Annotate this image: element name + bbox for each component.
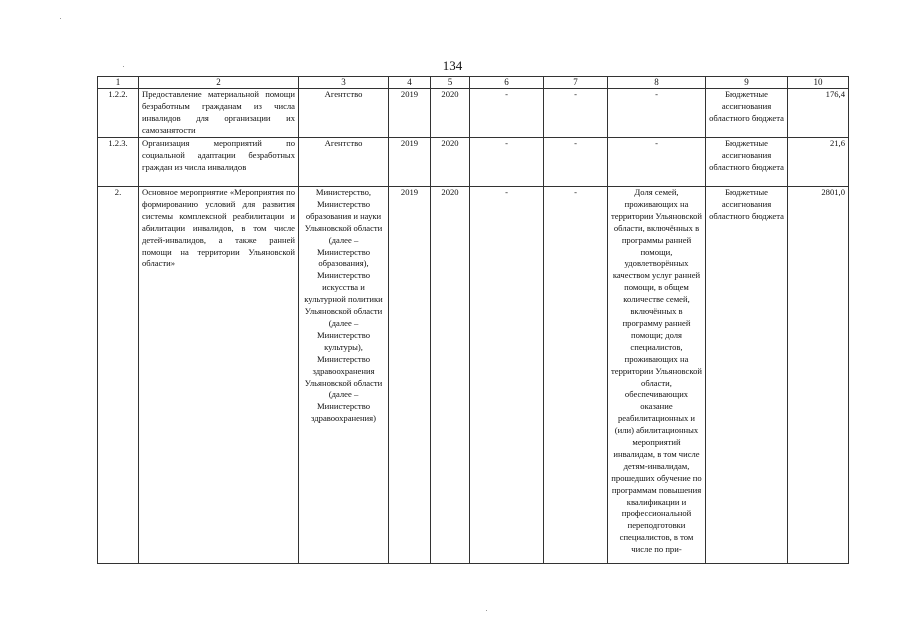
column-header: 8 <box>608 77 706 89</box>
column-header: 3 <box>299 77 389 89</box>
column-header: 9 <box>706 77 788 89</box>
start-year: 2019 <box>389 187 431 564</box>
item-number: 1.2.3. <box>98 138 139 187</box>
item-number: 2. <box>98 187 139 564</box>
activity-name: Организация мероприятий по социальной адаптации безработных граждан из числа инвалидов <box>139 138 299 187</box>
program-activities-table <box>97 76 849 564</box>
column-number-row <box>98 77 849 89</box>
indicator: - <box>608 138 706 187</box>
item-number: 1.2.2. <box>98 89 139 138</box>
activity-name: Предоставление материальной помощи безработным гражданам из числа инвалидов для организации их самозанятости <box>139 89 299 138</box>
funding-source: Бюджетные ассигнования областного бюджета <box>706 89 788 138</box>
column-6-value: - <box>470 187 544 564</box>
start-year: 2019 <box>389 138 431 187</box>
column-header: 7 <box>544 77 608 89</box>
table-row <box>98 89 849 138</box>
executor: Агентство <box>299 138 389 187</box>
column-header: 6 <box>470 77 544 89</box>
activity-name: Основное мероприятие «Мероприятия по формированию условий для развития системы комплексной реабилитации и абилитации инвалидов, в том числе детей-инвалидов, а также ранней помощи на территории Ульяновской области» <box>139 187 299 564</box>
column-header: 4 <box>389 77 431 89</box>
column-header: 2 <box>139 77 299 89</box>
start-year: 2019 <box>389 89 431 138</box>
column-6-value: - <box>470 89 544 138</box>
indicator: - <box>608 89 706 138</box>
column-header: 10 <box>788 77 849 89</box>
column-7-value: - <box>544 89 608 138</box>
table-row <box>98 187 849 564</box>
scan-speck <box>60 18 61 19</box>
column-7-value: - <box>544 187 608 564</box>
funding-source: Бюджетные ассигнования областного бюджета <box>706 138 788 187</box>
indicator: Доля семей, проживающих на территории Ульяновской области, включённых в программы ранней помощи, удовлетворённых качеством услуг ранней помощи, в общем количестве семей, включённых в программу ранней помощи; доля специалистов, проживающих на территории Ульяновской области, обеспечивающих оказание реабилитационных и (или) абилитационных мероприятий инвалидам, в том числе детям-инвалидам, прошедших обучение по программам повышения квалификации и профессиональной переподготовки специалистов, в том числе по при- <box>608 187 706 564</box>
executor: Агентство <box>299 89 389 138</box>
end-year: 2020 <box>431 89 470 138</box>
end-year: 2020 <box>431 187 470 564</box>
scan-speck <box>123 66 124 67</box>
column-header: 1 <box>98 77 139 89</box>
column-6-value: - <box>470 138 544 187</box>
column-7-value: - <box>544 138 608 187</box>
funding-source: Бюджетные ассигнования областного бюджета <box>706 187 788 564</box>
amount: 2801,0 <box>788 187 849 564</box>
table-row <box>98 138 849 187</box>
column-header: 5 <box>431 77 470 89</box>
scan-speck <box>486 610 487 611</box>
executor: Министерство, Министерство образования и науки Ульяновской области (далее – Министерство образования), Министерство искусства и культурной политики Ульяновской области (далее – Министерство культуры), Министерство здравоохранения Ульяновской области (далее – Министерство здравоохранения) <box>299 187 389 564</box>
page-number: 134 <box>442 58 463 73</box>
amount: 176,4 <box>788 89 849 138</box>
end-year: 2020 <box>431 138 470 187</box>
amount: 21,6 <box>788 138 849 187</box>
